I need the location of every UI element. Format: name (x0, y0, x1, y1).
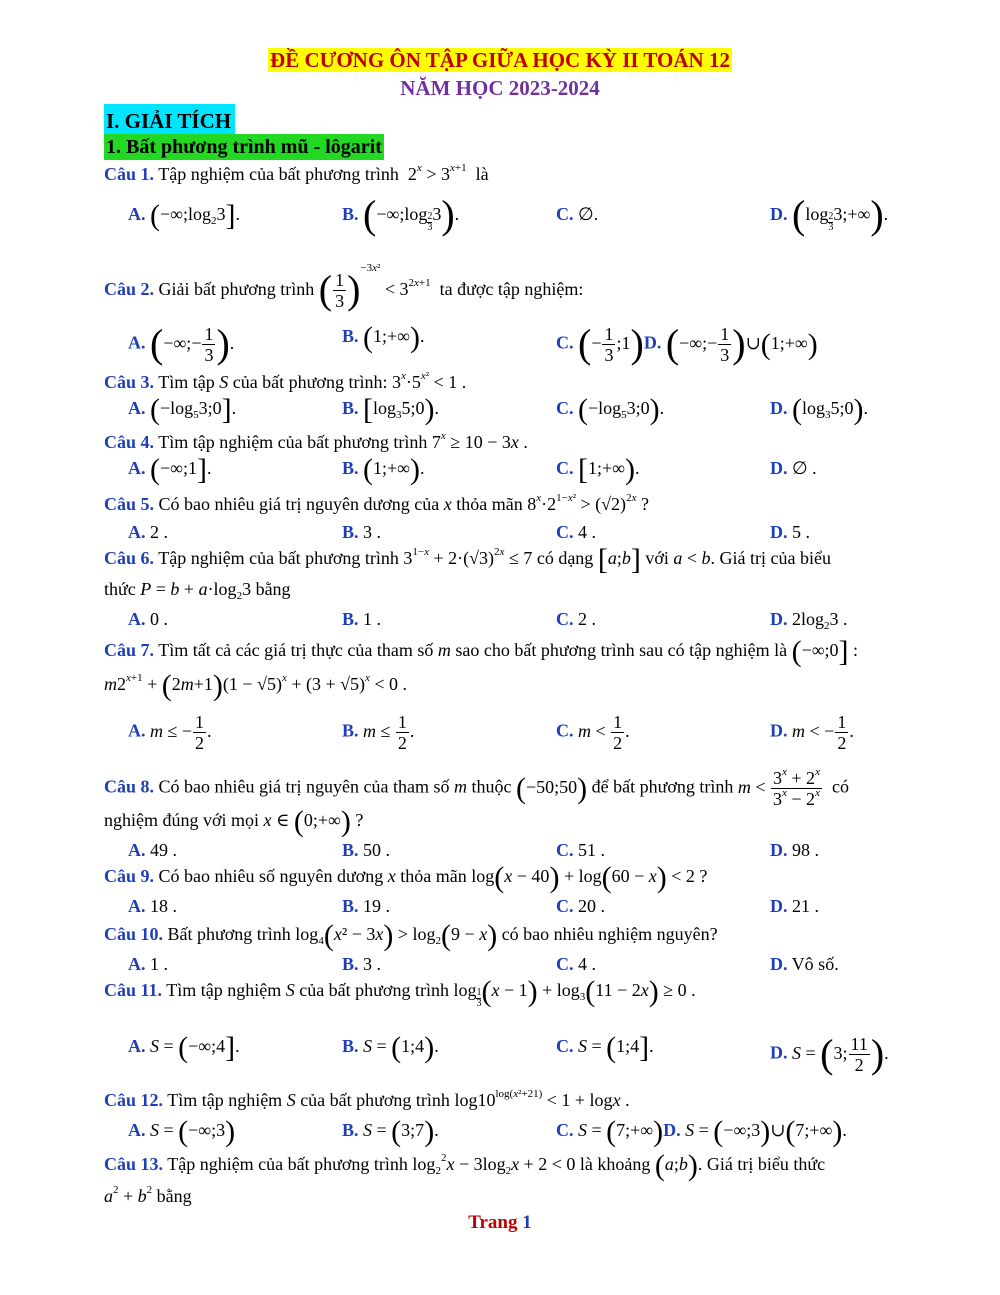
q3-option-b[interactable]: B. $[\log_35;0)$. (342, 393, 440, 426)
question-1: Câu 1. Tập nghiệm của bất phương trình $2^x > 3^{x+1}$ là (104, 162, 489, 184)
q10-option-a[interactable]: A. 1 . (128, 954, 168, 974)
question-13: Câu 13. Tập nghiệm của bất phương trình $\log_2^2x - 3\log_2x + 2 < 0$ là khoảng (a;b). Giá trị biểu thức (104, 1149, 826, 1182)
question-5: Câu 5. Có bao nhiêu giá trị nguyên dương của x thỏa mãn $8^x\cdot 2^{1-x^2} > (√2)^{2x}$ ? (104, 492, 649, 514)
q10-option-b[interactable]: B. 3 . (342, 954, 382, 974)
question-10: Câu 10. Bất phương trình $\log_4(x^2 - 3x) > \log_2(9 - x)$ có bao nhiêu nghiệm nguyên? (104, 919, 718, 952)
q9-option-d[interactable]: D. 21 . (770, 896, 819, 916)
q7-option-c[interactable]: C. m < $\frac{1}{2}$ . (556, 712, 630, 753)
q11-option-c[interactable]: C. S = (1;4]. (556, 1031, 654, 1064)
topic-heading: 1. Bất phương trình mũ - lôgarit (106, 136, 382, 158)
q11-option-a[interactable]: A. S = (−∞;4]. (128, 1031, 240, 1064)
question-7: Câu 7. Tìm tất cả các giá trị thực của tham số m sao cho bất phương trình sau có tập nghiệm là (−∞;0] : (104, 635, 859, 668)
q1-option-a[interactable]: A. $(-\infty;\log_23]$. (128, 199, 240, 232)
q4-option-b[interactable]: B. (1;+∞). (342, 453, 425, 486)
q3-option-c[interactable]: C. $(-\log_53;0)$. (556, 393, 665, 426)
q8-option-c[interactable]: C. 51 . (556, 840, 605, 860)
q12-option-b[interactable]: B. S = (3;7). (342, 1115, 439, 1148)
q7-option-d[interactable]: D. m < − $\frac{1}{2}$ . (770, 712, 854, 753)
question-8: Câu 8. Có bao nhiêu giá trị nguyên của tham số m thuộc (−50;50) để bất phương trình m < $\frac{3^x + 2^x}{3^x - 2^x}$ có (104, 766, 849, 809)
q5-option-c[interactable]: C. 4 . (556, 522, 596, 542)
document-title: ĐỀ CƯƠNG ÔN TẬP GIỮA HỌC KỲ II TOÁN 12 (270, 48, 730, 72)
q8-option-b[interactable]: B. 50 . (342, 840, 391, 860)
q2-option-b[interactable]: B. (1;+∞). (342, 321, 425, 354)
q5-option-b[interactable]: B. 3 . (342, 522, 382, 542)
q2-option-c[interactable]: C. (− $\frac{1}{3}$ ;1)D. (−∞;− $\frac{1}{3}$ )∪(1;+∞) (556, 320, 818, 366)
page-number: 1 (522, 1212, 532, 1233)
q1-option-c[interactable]: C. ∅. (556, 204, 599, 224)
q2-option-a[interactable]: A. (−∞;− $\frac{1}{3}$ ). (128, 320, 235, 366)
q1-option-b[interactable]: B. (−∞;log $\frac{2}{3}3$). (342, 192, 460, 237)
q9-option-a[interactable]: A. 18 . (128, 896, 177, 916)
q6-option-b[interactable]: B. 1 . (342, 609, 382, 629)
q4-option-d[interactable]: D. ∅ . (770, 458, 817, 478)
q8-option-d[interactable]: D. 98 . (770, 840, 819, 860)
question-2: Câu 2. Giải bất phương trình ( $\frac{1}{3}$ )$^{-3x^2} < 3^{2x+1}$ ta được tập nghiệm: (104, 262, 584, 312)
question-7-line2: $m2^{x+1} + (2m+1)(1 - √5)^x + (3 + √5)^x < 0$ . (104, 669, 408, 702)
school-year: NĂM HỌC 2023-2024 (400, 76, 600, 100)
question-6-line2: thức $P = b + a\cdot\log_23$ bằng (104, 579, 291, 602)
question-11: Câu 11. Tìm tập nghiệm S của bất phương trình log $\frac{1}{3}(x - 1) + \log_3(11 - 2x) \ge 0$ . (104, 975, 696, 1009)
q3-option-a[interactable]: A. $(-\log_53;0]$. (128, 393, 237, 426)
q7-option-b[interactable]: B. m ≤ $\frac{1}{2}$ . (342, 712, 415, 753)
question-3: Câu 3. Tìm tập S của bất phương trình: $3^x\cdot 5^{x^2} < 1$ . (104, 370, 467, 392)
q10-option-c[interactable]: C. 4 . (556, 954, 596, 974)
q6-option-a[interactable]: A. 0 . (128, 609, 168, 629)
question-6: Câu 6. Tập nghiệm của bất phương trình $3^{1-x} + 2\cdot(√3)^{2x} \le 7$ có dạng [a;b] với a < b. Giá trị của biểu (104, 543, 831, 576)
q10-option-d[interactable]: D. Vô số. (770, 954, 839, 974)
q5-option-a[interactable]: A. 2 . (128, 522, 168, 542)
q4-option-c[interactable]: C. [1;+∞). (556, 453, 640, 486)
question-12: Câu 12. Tìm tập nghiệm S của bất phương trình $\log 10^{log(x^2+21)} < 1 + \log x$ . (104, 1088, 630, 1110)
q5-option-d[interactable]: D. 5 . (770, 522, 810, 542)
q9-option-c[interactable]: C. 20 . (556, 896, 605, 916)
page-footer: Trang 1 (468, 1212, 532, 1233)
q4-option-a[interactable]: A. (−∞;1]. (128, 453, 212, 486)
question-9: Câu 9. Có bao nhiêu số nguyên dương x thỏa mãn log(x − 40) + log(60 − x) < 2 ? (104, 861, 708, 894)
q3-option-d[interactable]: D. $(\log_35;0)$. (770, 393, 869, 426)
q8-option-a[interactable]: A. 49 . (128, 840, 177, 860)
q7-option-a[interactable]: A. m ≤ − $\frac{1}{2}$ . (128, 712, 212, 753)
q6-option-d[interactable]: D. $2\log_23$ . (770, 609, 848, 632)
section-heading: I. GIẢI TÍCH (104, 104, 235, 136)
q1-option-d[interactable]: D. (log $\frac{2}{3}3;+\infty$). (770, 192, 889, 237)
q12-option-a[interactable]: A. S = (−∞;3) (128, 1115, 236, 1148)
q6-option-c[interactable]: C. 2 . (556, 609, 596, 629)
question-4: Câu 4. Tìm tập nghiệm của bất phương trình $7^x \ge 10 - 3x$ . (104, 430, 528, 452)
question-13-line2: $a^2 + b^2$ bằng (104, 1184, 192, 1206)
q11-option-b[interactable]: B. S = (1;4). (342, 1031, 439, 1064)
q9-option-b[interactable]: B. 19 . (342, 896, 391, 916)
q12-option-c[interactable]: C. S = (7;+∞)D. S = (−∞;3)∪(7;+∞). (556, 1115, 847, 1148)
question-8-line2: nghiệm đúng với mọi x ∈ (0;+∞) ? (104, 805, 364, 838)
q11-option-d[interactable]: D. S = (3; $\frac{11}{2}$ ). (770, 1030, 889, 1076)
